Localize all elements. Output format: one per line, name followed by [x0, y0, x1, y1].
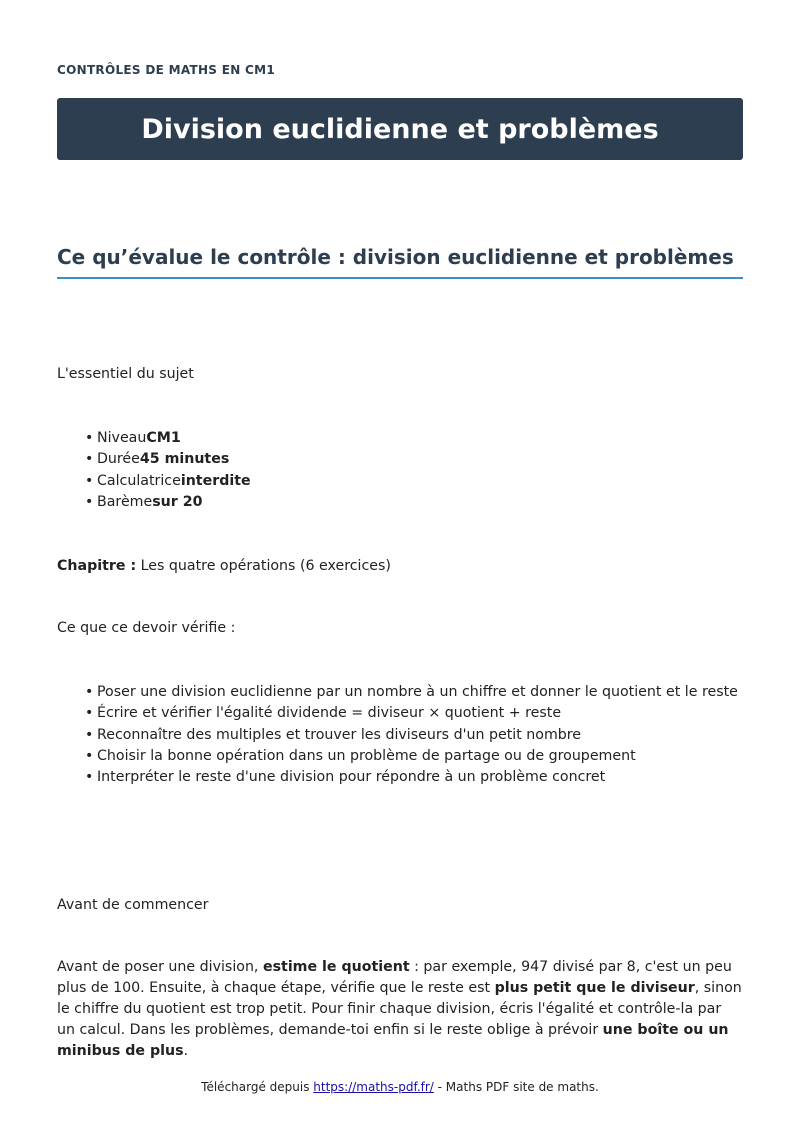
item-value: interdite	[180, 472, 251, 489]
emphasis: estime le quotient	[262, 959, 410, 975]
checks-list	[57, 682, 738, 788]
list-item: • Reconnaître des multiples et trouver les diviseurs d'un petit nombre	[97, 725, 738, 746]
list-item	[97, 471, 251, 492]
text-run: : par exemple, 947 divisé par 8, c'est un peu plus de 100. Ensuite, à chaque étape, vérifie que le reste est	[57, 959, 732, 996]
text-run: Avant de poser une division,	[57, 959, 263, 975]
series-label: CONTRÔLES DE MATHS EN CM1	[57, 63, 276, 77]
footer	[0, 1080, 800, 1094]
list-item	[97, 449, 251, 470]
list-item: • Écrire et vérifier l'égalité dividende = diviseur × quotient + reste	[97, 703, 738, 724]
item-label: Calculatrice	[97, 472, 181, 489]
before-paragraph	[57, 957, 743, 1062]
footer-suffix: - Maths PDF site de maths.	[433, 1080, 599, 1094]
list-item: • Poser une division euclidienne par un nombre à un chiffre et donner le quotient et le reste	[97, 682, 738, 703]
chapter-line	[57, 556, 743, 577]
list-item: • Choisir la bonne opération dans un problème de partage ou de groupement	[97, 746, 738, 767]
list-item: • Interpréter le reste d'une division pour répondre à un problème concret	[97, 767, 738, 788]
item-label: Barème	[97, 493, 153, 510]
item-value: CM1	[146, 430, 181, 446]
title-banner	[57, 98, 743, 160]
page-title: Division euclidienne et problèmes	[141, 113, 659, 145]
list-item	[97, 492, 251, 513]
text-run: .	[183, 1043, 189, 1059]
essentials-heading: L'essentiel du sujet	[57, 366, 194, 382]
emphasis: une boîte ou un minibus de plus	[57, 1022, 729, 1059]
site-link[interactable]: https://maths-pdf.fr/	[313, 1080, 434, 1094]
checks-heading: Ce que ce devoir vérifie :	[57, 620, 236, 636]
item-value: sur 20	[152, 493, 203, 510]
item-label: Durée	[97, 451, 140, 468]
section-title: Ce qu’évalue le contrôle : division euclidienne et problèmes	[57, 245, 743, 279]
item-value: 45 minutes	[139, 451, 230, 468]
item-label: Niveau	[97, 430, 147, 446]
list-item	[97, 428, 251, 449]
chapter-text: Les quatre opérations (6 exercices)	[136, 558, 391, 574]
text-run: , sinon le chiffre du quotient est trop petit. Pour finir chaque division, écris l'égalité et contrôle-la par un calcul. Dans les problèmes, demande-toi enfin si le reste oblige à prévoir	[57, 980, 742, 1038]
essentials-list	[57, 428, 251, 513]
before-heading: Avant de commencer	[57, 897, 209, 913]
chapter-label: Chapitre :	[57, 558, 137, 574]
footer-prefix: Téléchargé depuis	[201, 1080, 314, 1094]
emphasis: plus petit que le diviseur	[494, 980, 695, 996]
